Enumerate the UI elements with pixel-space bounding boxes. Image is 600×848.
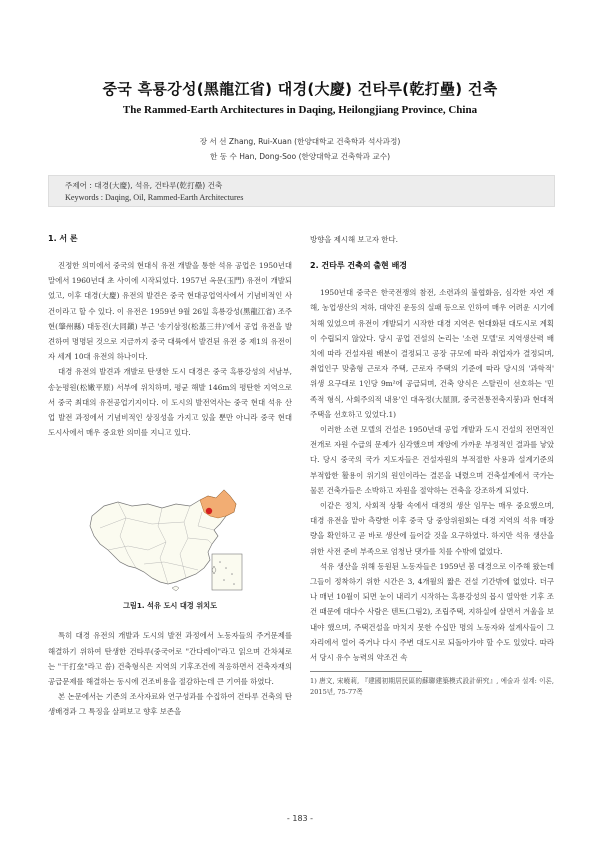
daqing-location-map [48, 454, 292, 594]
body-paragraph: 석유 생산을 위해 동원된 노동자들은 1959년 봄 대경으로 이주해 왔는데 그들이 정착하기 위한 시간은 3, 4개월의 짧은 건설 기간밖에 없었다. 더구나 매년 10월이 되면 눈이 내리기 시작하는 흑룡강성의 몹시 열악한 기후 조건 때문에 대다수 사람은 텐트(그림2), 조립주택, 지하실에 살면서 겨울을 보내야 했으며, 주택건설을 마치지 못한 수십만 명의 노동자와 설계사들이 그 자리에서 얼어 죽거나 다시 주변 대도시로 되돌아가야 할 수도 있었다. 따라서 당시 유수 능력의 약조건 속 [310, 561, 554, 663]
south-china-sea-inset [212, 554, 242, 590]
body-paragraph: 이러한 소련 모델의 건설은 1950년대 공업 개발과 도시 건설의 전면적인 전개로 자원 수급의 문제가 심각했으며 재앙에 가까운 부정적인 결과를 낳았다. 당시 중국의 국가 지도자들은 건설자원의 부적절한 사용과 설계기준의 부적합한 활용이 위기의 원인이라는 결론을 내렸으며 건축설계에서 국가는 물론 건축가들은 소박하고 자원을 절약하는 건축을 강조하게 되었다. [310, 425, 554, 495]
left-column [48, 232, 292, 720]
footnote: 1) 唐文, 宋曉莉, 『建國初期居民區的蘇聯建築模式設計研究』, 예술과 설계: 이론, 2015년, 75-77쪽 [310, 677, 554, 697]
page-number: - 183 - [286, 814, 314, 823]
body-paragraph: 진정한 의미에서 중국의 현대식 유전 개발을 통한 석유 공업은 1950년대 말에서 1960년대 초 사이에 시작되었다. 1957년 옥문(玉門) 유전이 개발되었고, 이후 대경(大慶) 유전의 발견은 중국 현대공업역사에서 기념비적인 사건이라고 할 수 있다. 이 유전은 1959년 9월 26일 흑룡강성(黑龍江省) 조주현(肇州縣) 대동진(大同鎭) 부근 '송기삼정(松基三井)'에서 공업 유전을 발견하여 명명된 것으로 지금까지 중국 대륙에서 발견된 유전 중 제1의 유전이자 세계 10대 유전의 하나이다. [48, 261, 293, 362]
china-map-svg [48, 454, 292, 594]
hainan-island [172, 586, 179, 591]
footnote-divider [310, 671, 422, 672]
body-paragraph: 특히 대경 유전의 개발과 도시의 발전 과정에서 노동자들의 주거문제를 해결하기 위하여 탄생한 건타루(중국어로 "간다레이"라고 읽으며 간차체로는 "干打垒"라고 씀) 건축형식은 지역의 기후조건에 적응하면서 건축자재의 공급문제를 해결하는 동시에 건조비용을 절감하는데 큰 기여를 하였다. [48, 631, 292, 687]
keywords-english: Keywords : Daqing, Oil, Rammed-Earth Architectures [65, 193, 244, 202]
keywords-korean: 주제어 : 대경(大慶), 석유, 건타루(乾打壘) 건축 [65, 181, 223, 190]
keyword-box [48, 175, 555, 207]
section-heading-introduction: 1. 서 론 [48, 234, 78, 243]
body-paragraph: 1950년대 중국은 한국전쟁의 참전, 소련과의 불협화음, 심각한 자연 재해, 농업생산의 저하, 대약진 운동의 실패 등으로 인하여 매우 어려운 시기에 처해 있었으며 유전이 개발되기 시작한 대경 지역은 현대화된 대도시로 계획이 수립되지 않았다. 당시 공업 건설의 논리는 '소련 모델'로 지역생산력 배치에 따라 건설자원 배분이 결정되고 공장 규모에 따라 취업자가 결정되며, 취업인구 맞춤형 근로자 주택, 근로자 주택의 기준에 따라 당시의 '과학적' 위생 요구대로 1인당 9m²에 공급되며, 건축 양식은 스탈린이 선호하는 '민족적 형식, 사회주의적 내용'인 대옥정(大屋頂, 중국전통전축지붕)과 현대적 주택을 선호하고 있었다.1) [310, 288, 554, 419]
author-line-1: 장 서 선 Zhang, Rui-Xuan (한양대학교 건축학과 석사과정) [199, 137, 401, 146]
body-paragraph: 이같은 정치, 사회적 상황 속에서 대경의 생산 임무는 매우 중요했으며, 대경 유전을 맡아 측량한 이후 중국 당 중앙위원회는 대경 지역의 석유 매장량을 확인하고 곧 바로 생산에 들어갈 것을 요구하였다. 하지만 석유 생산을 위한 사전 준비 부족으로 엄청난 댓가를 치를 수밖에 없었다. [310, 501, 554, 556]
body-paragraph: 본 논문에서는 기존의 조사자료와 연구성과를 수집하여 건타루 건축의 탄생배경과 그 특징을 살펴보고 향후 보존을 [48, 692, 292, 717]
body-paragraph-continuation: 방향을 제시해 보고자 한다. [310, 235, 398, 244]
section-heading-background: 2. 건타루 건축의 출현 배경 [310, 261, 408, 271]
daqing-marker-icon [206, 508, 212, 514]
body-paragraph: 대경 유전의 발견과 개발로 탄생한 도시 대경은 중국 흑룡강성의 서남부, 송눈평원(松嫩平原) 서부에 위치하며, 평균 해발 146m의 평탄한 지역으로서 중국 최대의 유전공업기지이다. 이 도시의 발전역사는 중국 현대 석유 산업 발전 과정에서 기념비적인 상징성을 가지고 있을 뿐만 아니라 중국 현대도시사에서 매우 중요한 의미를 지니고 있다. [48, 367, 292, 438]
paper-subtitle: The Rammed-Earth Architectures in Daqing, Heilongjiang Province, China [122, 104, 478, 116]
paper-title: 중국 흑룡강성(黑龍江省) 대경(大慶) 건타루(乾打壘) 건축 [102, 80, 498, 98]
figure-caption: 그림1. 석유 도시 대경 위치도 [122, 601, 218, 611]
right-column [310, 232, 554, 698]
author-line-2: 한 동 수 Han, Dong-Soo (한양대학교 건축학과 교수) [209, 152, 391, 161]
